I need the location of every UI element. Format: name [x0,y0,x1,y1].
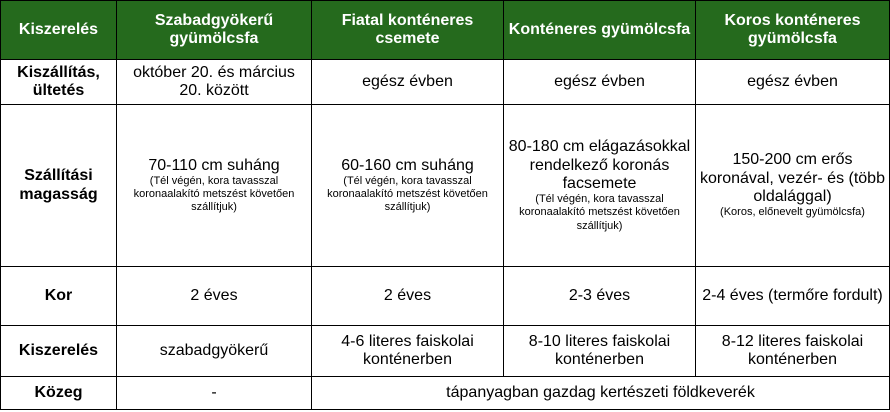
cell-medium-container-types: tápanyagban gazdag kertészeti földkeverék [312,377,890,410]
table-row-age [1,267,890,326]
cell-age-bare-root: 2 éves [117,267,312,326]
cell-age-mature-container: 2-4 éves (termőre fordult) [696,267,890,326]
cell-height-young-container [312,105,504,267]
column-header-bare-root: Szabadgyökerű gyümölcsfa [117,1,312,60]
cell-height-bare-root [117,105,312,267]
cell-height-container [504,105,696,267]
header-row [1,1,890,60]
row-label-packaging: Kiszerelés [1,326,117,377]
cell-medium-bare-root: - [117,377,312,410]
cell-height-mature-container [696,105,890,267]
cell-packaging-container: 8-10 literes faiskolai konténerben [504,326,696,377]
height-main-text: 150-200 cm erős koronával, vezér- és (több oldalággal) [700,151,885,206]
cell-age-young-container: 2 éves [312,267,504,326]
height-note-text: (Tél végén, kora tavasszal koronaalakító metszést követően szállítjuk) [519,193,680,232]
cell-delivery-container: egész évben [504,60,696,105]
height-note-text: (Tél végén, kora tavasszal koronaalakító metszést követően szállítjuk) [327,174,488,214]
height-main-text: 80-180 cm elágazásokkal rendelkező koronás facsemete [508,138,691,192]
height-note-text: (Koros, előnevelt gyümölcsfa) [720,206,865,219]
cell-delivery-bare-root: október 20. és március 20. között [117,60,312,105]
row-label-age: Kor [1,267,117,326]
cell-packaging-bare-root: szabadgyökerű [117,326,312,377]
column-header-mature-container: Koros konténeres gyümölcsfa [696,1,890,60]
row-label-height: Szállítási magasság [1,105,117,267]
height-main-text: 60-160 cm suháng [341,156,474,174]
cell-delivery-mature-container: egész évben [696,60,890,105]
height-note-text: (Tél végén, kora tavasszal koronaalakító metszést követően szállítjuk) [133,174,295,214]
height-main-text: 70-110 cm suháng [148,156,280,174]
table-row-medium [1,377,890,410]
column-header-young-container: Fiatal konténeres csemete [312,1,504,60]
cell-packaging-young-container: 4-6 literes faiskolai konténerben [312,326,504,377]
row-label-delivery: Kiszállítás, ültetés [1,60,117,105]
table-row-delivery [1,60,890,105]
cell-delivery-young-container: egész évben [312,60,504,105]
table-row-height [1,105,890,267]
cell-packaging-mature-container: 8-12 literes faiskolai konténerben [696,326,890,377]
column-header-container: Konténeres gyümölcsfa [504,1,696,60]
cell-age-container: 2-3 éves [504,267,696,326]
table-row-packaging [1,326,890,377]
row-label-medium: Közeg [1,377,117,410]
header-corner-cell: Kiszerelés [1,1,117,60]
